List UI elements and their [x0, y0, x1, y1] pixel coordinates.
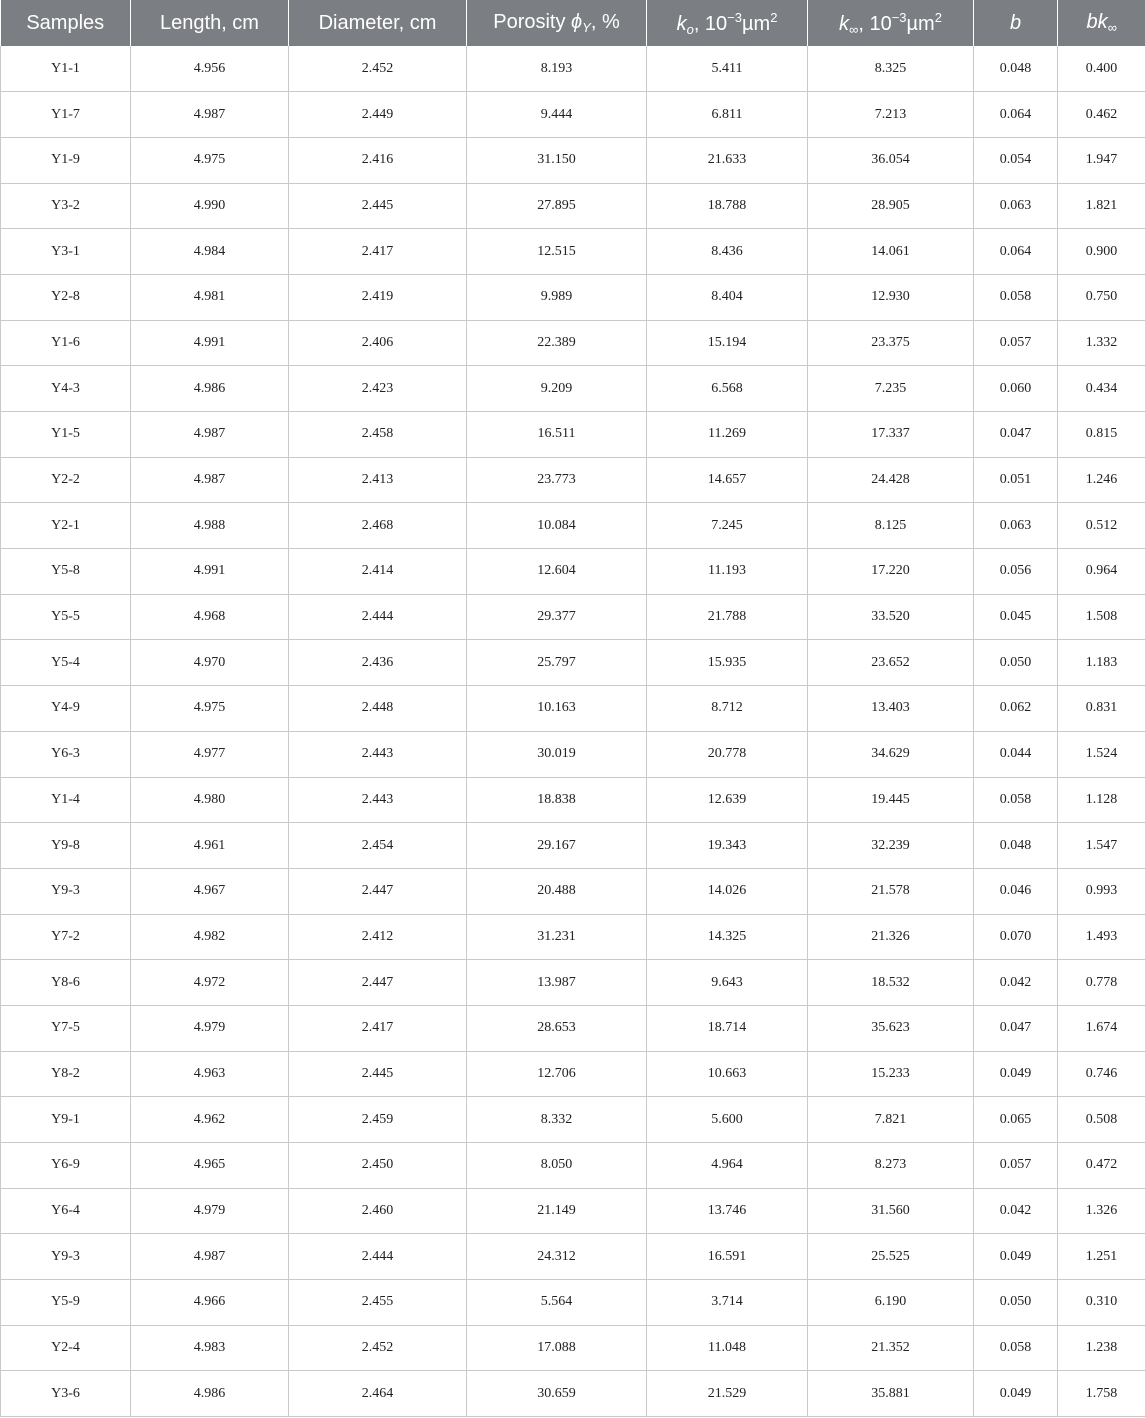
cell-porosity: 16.511 — [467, 412, 647, 458]
cell-b: 0.049 — [974, 1234, 1058, 1280]
cell-sample: Y5-9 — [1, 1280, 131, 1326]
cell-length: 4.991 — [131, 320, 289, 366]
cell-sample: Y8-6 — [1, 960, 131, 1006]
cell-sample: Y1-6 — [1, 320, 131, 366]
cell-sample: Y1-7 — [1, 92, 131, 138]
col-header-kinf: $k_\infty$, $10^{-3}\mu m^2$ — [808, 0, 974, 46]
cell-ko: 21.633 — [647, 137, 808, 183]
cell-sample: Y2-1 — [1, 503, 131, 549]
cell-b: 0.047 — [974, 1005, 1058, 1051]
cell-ko: 9.643 — [647, 960, 808, 1006]
cell-sample: Y1-4 — [1, 777, 131, 823]
cell-porosity: 24.312 — [467, 1234, 647, 1280]
cell-b: 0.054 — [974, 137, 1058, 183]
table-row — [1, 229, 1145, 275]
cell-diameter: 2.417 — [289, 229, 467, 275]
cell-porosity: 9.444 — [467, 92, 647, 138]
col-header-diameter: Diameter, cm — [289, 0, 467, 46]
cell-diameter: 2.445 — [289, 183, 467, 229]
table-row — [1, 46, 1145, 92]
cell-diameter: 2.448 — [289, 686, 467, 732]
col-header-porosity: Porosity $\phi_Y$, % — [467, 0, 647, 46]
cell-sample: Y3-2 — [1, 183, 131, 229]
cell-bkinf: 1.246 — [1058, 457, 1145, 503]
cell-sample: Y3-1 — [1, 229, 131, 275]
cell-diameter: 2.447 — [289, 960, 467, 1006]
cell-kinf: 32.239 — [808, 823, 974, 869]
cell-diameter: 2.455 — [289, 1280, 467, 1326]
cell-length: 4.962 — [131, 1097, 289, 1143]
table-row — [1, 1371, 1145, 1417]
cell-porosity: 29.167 — [467, 823, 647, 869]
cell-bkinf: 0.508 — [1058, 1097, 1145, 1143]
table-row — [1, 1097, 1145, 1143]
cell-sample: Y1-9 — [1, 137, 131, 183]
cell-bkinf: 0.750 — [1058, 274, 1145, 320]
cell-kinf: 18.532 — [808, 960, 974, 1006]
table-row — [1, 1325, 1145, 1371]
cell-bkinf: 0.472 — [1058, 1143, 1145, 1189]
cell-ko: 19.343 — [647, 823, 808, 869]
cell-bkinf: 1.947 — [1058, 137, 1145, 183]
cell-bkinf: 1.128 — [1058, 777, 1145, 823]
cell-b: 0.057 — [974, 1143, 1058, 1189]
cell-kinf: 35.623 — [808, 1005, 974, 1051]
cell-sample: Y1-1 — [1, 46, 131, 92]
cell-b: 0.049 — [974, 1371, 1058, 1417]
cell-ko: 16.591 — [647, 1234, 808, 1280]
cell-kinf: 34.629 — [808, 731, 974, 777]
cell-length: 4.981 — [131, 274, 289, 320]
table-row — [1, 274, 1145, 320]
cell-porosity: 9.209 — [467, 366, 647, 412]
cell-kinf: 8.125 — [808, 503, 974, 549]
cell-sample: Y7-5 — [1, 1005, 131, 1051]
cell-porosity: 8.050 — [467, 1143, 647, 1189]
cell-porosity: 8.193 — [467, 46, 647, 92]
cell-b: 0.051 — [974, 457, 1058, 503]
cell-kinf: 17.337 — [808, 412, 974, 458]
cell-porosity: 23.773 — [467, 457, 647, 503]
cell-diameter: 2.468 — [289, 503, 467, 549]
cell-porosity: 31.231 — [467, 914, 647, 960]
cell-sample: Y6-9 — [1, 1143, 131, 1189]
cell-b: 0.048 — [974, 46, 1058, 92]
cell-sample: Y5-4 — [1, 640, 131, 686]
cell-b: 0.042 — [974, 1188, 1058, 1234]
cell-porosity: 8.332 — [467, 1097, 647, 1143]
cell-bkinf: 1.493 — [1058, 914, 1145, 960]
table-row — [1, 777, 1145, 823]
cell-porosity: 9.989 — [467, 274, 647, 320]
cell-ko: 8.436 — [647, 229, 808, 275]
cell-kinf: 23.375 — [808, 320, 974, 366]
cell-ko: 18.788 — [647, 183, 808, 229]
cell-porosity: 12.604 — [467, 549, 647, 595]
table-row — [1, 412, 1145, 458]
cell-b: 0.046 — [974, 868, 1058, 914]
cell-length: 4.979 — [131, 1188, 289, 1234]
cell-porosity: 10.084 — [467, 503, 647, 549]
table-row — [1, 731, 1145, 777]
cell-b: 0.070 — [974, 914, 1058, 960]
cell-kinf: 28.905 — [808, 183, 974, 229]
cell-kinf: 8.273 — [808, 1143, 974, 1189]
cell-ko: 15.194 — [647, 320, 808, 366]
col-header-ko: $k_o$, $10^{-3}\mu m^2$ — [647, 0, 808, 46]
cell-bkinf: 1.183 — [1058, 640, 1145, 686]
cell-bkinf: 0.434 — [1058, 366, 1145, 412]
cell-length: 4.987 — [131, 412, 289, 458]
cell-b: 0.064 — [974, 92, 1058, 138]
cell-kinf: 35.881 — [808, 1371, 974, 1417]
cell-diameter: 2.443 — [289, 731, 467, 777]
cell-porosity: 29.377 — [467, 594, 647, 640]
cell-kinf: 7.235 — [808, 366, 974, 412]
cell-kinf: 6.190 — [808, 1280, 974, 1326]
cell-bkinf: 1.326 — [1058, 1188, 1145, 1234]
cell-ko: 3.714 — [647, 1280, 808, 1326]
cell-ko: 12.639 — [647, 777, 808, 823]
header-row — [1, 0, 1145, 46]
cell-ko: 18.714 — [647, 1005, 808, 1051]
cell-bkinf: 1.508 — [1058, 594, 1145, 640]
cell-porosity: 17.088 — [467, 1325, 647, 1371]
cell-b: 0.064 — [974, 229, 1058, 275]
table-row — [1, 960, 1145, 1006]
cell-bkinf: 0.746 — [1058, 1051, 1145, 1097]
cell-sample: Y2-8 — [1, 274, 131, 320]
cell-diameter: 2.443 — [289, 777, 467, 823]
table-row — [1, 640, 1145, 686]
cell-porosity: 12.706 — [467, 1051, 647, 1097]
cell-b: 0.058 — [974, 777, 1058, 823]
cell-sample: Y9-1 — [1, 1097, 131, 1143]
cell-b: 0.060 — [974, 366, 1058, 412]
cell-kinf: 21.326 — [808, 914, 974, 960]
cell-b: 0.063 — [974, 503, 1058, 549]
cell-porosity: 21.149 — [467, 1188, 647, 1234]
cell-b: 0.048 — [974, 823, 1058, 869]
cell-porosity: 10.163 — [467, 686, 647, 732]
cell-ko: 13.746 — [647, 1188, 808, 1234]
cell-ko: 4.964 — [647, 1143, 808, 1189]
cell-kinf: 17.220 — [808, 549, 974, 595]
cell-length: 4.987 — [131, 1234, 289, 1280]
cell-sample: Y2-4 — [1, 1325, 131, 1371]
cell-porosity: 22.389 — [467, 320, 647, 366]
cell-kinf: 15.233 — [808, 1051, 974, 1097]
cell-sample: Y9-3 — [1, 868, 131, 914]
cell-b: 0.057 — [974, 320, 1058, 366]
cell-kinf: 21.578 — [808, 868, 974, 914]
cell-ko: 21.788 — [647, 594, 808, 640]
cell-bkinf: 0.831 — [1058, 686, 1145, 732]
cell-length: 4.983 — [131, 1325, 289, 1371]
cell-bkinf: 1.674 — [1058, 1005, 1145, 1051]
cell-diameter: 2.458 — [289, 412, 467, 458]
cell-ko: 8.404 — [647, 274, 808, 320]
cell-b: 0.058 — [974, 1325, 1058, 1371]
cell-sample: Y5-8 — [1, 549, 131, 595]
cell-ko: 5.600 — [647, 1097, 808, 1143]
cell-length: 4.975 — [131, 137, 289, 183]
cell-ko: 11.193 — [647, 549, 808, 595]
cell-diameter: 2.414 — [289, 549, 467, 595]
cell-diameter: 2.459 — [289, 1097, 467, 1143]
cell-bkinf: 0.900 — [1058, 229, 1145, 275]
cell-length: 4.963 — [131, 1051, 289, 1097]
cell-diameter: 2.445 — [289, 1051, 467, 1097]
cell-ko: 14.026 — [647, 868, 808, 914]
cell-kinf: 8.325 — [808, 46, 974, 92]
cell-sample: Y7-2 — [1, 914, 131, 960]
table-row — [1, 92, 1145, 138]
cell-porosity: 27.895 — [467, 183, 647, 229]
cell-diameter: 2.450 — [289, 1143, 467, 1189]
cell-b: 0.047 — [974, 412, 1058, 458]
cell-sample: Y8-2 — [1, 1051, 131, 1097]
cell-ko: 11.269 — [647, 412, 808, 458]
cell-b: 0.065 — [974, 1097, 1058, 1143]
cell-sample: Y6-4 — [1, 1188, 131, 1234]
cell-bkinf: 0.462 — [1058, 92, 1145, 138]
cell-kinf: 19.445 — [808, 777, 974, 823]
cell-sample: Y2-2 — [1, 457, 131, 503]
table-row — [1, 137, 1145, 183]
cell-length: 4.977 — [131, 731, 289, 777]
table-row — [1, 457, 1145, 503]
cell-ko: 5.411 — [647, 46, 808, 92]
cell-kinf: 13.403 — [808, 686, 974, 732]
cell-length: 4.984 — [131, 229, 289, 275]
cell-ko: 14.657 — [647, 457, 808, 503]
cell-length: 4.987 — [131, 92, 289, 138]
cell-diameter: 2.423 — [289, 366, 467, 412]
cell-b: 0.050 — [974, 1280, 1058, 1326]
cell-length: 4.972 — [131, 960, 289, 1006]
cell-porosity: 31.150 — [467, 137, 647, 183]
cell-diameter: 2.449 — [289, 92, 467, 138]
cell-diameter: 2.444 — [289, 594, 467, 640]
cell-b: 0.056 — [974, 549, 1058, 595]
cell-length: 4.967 — [131, 868, 289, 914]
cell-porosity: 30.659 — [467, 1371, 647, 1417]
cell-diameter: 2.416 — [289, 137, 467, 183]
cell-diameter: 2.417 — [289, 1005, 467, 1051]
cell-b: 0.045 — [974, 594, 1058, 640]
cell-bkinf: 0.964 — [1058, 549, 1145, 595]
cell-ko: 15.935 — [647, 640, 808, 686]
table-row — [1, 1234, 1145, 1280]
cell-diameter: 2.464 — [289, 1371, 467, 1417]
table-row — [1, 868, 1145, 914]
table-row — [1, 1005, 1145, 1051]
table-row — [1, 183, 1145, 229]
cell-kinf: 31.560 — [808, 1188, 974, 1234]
cell-b: 0.063 — [974, 183, 1058, 229]
cell-kinf: 36.054 — [808, 137, 974, 183]
cell-sample: Y9-3 — [1, 1234, 131, 1280]
cell-sample: Y5-5 — [1, 594, 131, 640]
table-row — [1, 686, 1145, 732]
cell-bkinf: 1.821 — [1058, 183, 1145, 229]
cell-kinf: 12.930 — [808, 274, 974, 320]
cell-diameter: 2.452 — [289, 46, 467, 92]
table-row — [1, 503, 1145, 549]
cell-length: 4.987 — [131, 457, 289, 503]
table-row — [1, 1143, 1145, 1189]
col-header-bkinf: $bk_\infty$ — [1058, 0, 1145, 46]
cell-bkinf: 1.524 — [1058, 731, 1145, 777]
cell-bkinf: 0.310 — [1058, 1280, 1145, 1326]
cell-length: 4.986 — [131, 1371, 289, 1417]
table-row — [1, 366, 1145, 412]
cell-b: 0.062 — [974, 686, 1058, 732]
cell-kinf: 23.652 — [808, 640, 974, 686]
cell-length: 4.979 — [131, 1005, 289, 1051]
table-row — [1, 594, 1145, 640]
cell-kinf: 33.520 — [808, 594, 974, 640]
cell-porosity: 18.838 — [467, 777, 647, 823]
cell-ko: 11.048 — [647, 1325, 808, 1371]
cell-length: 4.986 — [131, 366, 289, 412]
cell-ko: 10.663 — [647, 1051, 808, 1097]
cell-kinf: 7.821 — [808, 1097, 974, 1143]
cell-diameter: 2.406 — [289, 320, 467, 366]
table-header — [1, 0, 1145, 46]
cell-diameter: 2.454 — [289, 823, 467, 869]
cell-diameter: 2.460 — [289, 1188, 467, 1234]
cell-porosity: 20.488 — [467, 868, 647, 914]
cell-porosity: 12.515 — [467, 229, 647, 275]
cell-ko: 6.811 — [647, 92, 808, 138]
cell-length: 4.975 — [131, 686, 289, 732]
cell-bkinf: 0.778 — [1058, 960, 1145, 1006]
cell-kinf: 14.061 — [808, 229, 974, 275]
cell-bkinf: 1.332 — [1058, 320, 1145, 366]
cell-kinf: 24.428 — [808, 457, 974, 503]
cell-b: 0.044 — [974, 731, 1058, 777]
table-row — [1, 549, 1145, 595]
cell-length: 4.965 — [131, 1143, 289, 1189]
cell-bkinf: 1.238 — [1058, 1325, 1145, 1371]
cell-length: 4.980 — [131, 777, 289, 823]
cell-diameter: 2.413 — [289, 457, 467, 503]
cell-b: 0.058 — [974, 274, 1058, 320]
cell-kinf: 21.352 — [808, 1325, 974, 1371]
cell-b: 0.042 — [974, 960, 1058, 1006]
cell-length: 4.961 — [131, 823, 289, 869]
col-header-length: Length, cm — [131, 0, 289, 46]
cell-bkinf: 0.993 — [1058, 868, 1145, 914]
cell-sample: Y4-9 — [1, 686, 131, 732]
cell-bkinf: 1.758 — [1058, 1371, 1145, 1417]
table-row — [1, 1280, 1145, 1326]
cell-length: 4.966 — [131, 1280, 289, 1326]
table-row — [1, 320, 1145, 366]
cell-porosity: 30.019 — [467, 731, 647, 777]
col-header-samples: Samples — [26, 11, 105, 34]
cell-length: 4.991 — [131, 549, 289, 595]
cell-bkinf: 0.400 — [1058, 46, 1145, 92]
cell-length: 4.990 — [131, 183, 289, 229]
cell-bkinf: 1.251 — [1058, 1234, 1145, 1280]
cell-length: 4.956 — [131, 46, 289, 92]
cell-ko: 20.778 — [647, 731, 808, 777]
cell-ko: 21.529 — [647, 1371, 808, 1417]
cell-sample: Y3-6 — [1, 1371, 131, 1417]
cell-diameter: 2.444 — [289, 1234, 467, 1280]
cell-sample: Y9-8 — [1, 823, 131, 869]
table-row — [1, 914, 1145, 960]
cell-b: 0.049 — [974, 1051, 1058, 1097]
cell-sample: Y1-5 — [1, 412, 131, 458]
cell-porosity: 25.797 — [467, 640, 647, 686]
cell-diameter: 2.412 — [289, 914, 467, 960]
cell-bkinf: 1.547 — [1058, 823, 1145, 869]
cell-diameter: 2.452 — [289, 1325, 467, 1371]
cell-ko: 7.245 — [647, 503, 808, 549]
cell-b: 0.050 — [974, 640, 1058, 686]
table-row — [1, 823, 1145, 869]
cell-length: 4.970 — [131, 640, 289, 686]
table-row — [1, 1051, 1145, 1097]
cell-bkinf: 0.815 — [1058, 412, 1145, 458]
cell-length: 4.988 — [131, 503, 289, 549]
cell-porosity: 28.653 — [467, 1005, 647, 1051]
cell-ko: 6.568 — [647, 366, 808, 412]
cell-diameter: 2.419 — [289, 274, 467, 320]
cell-length: 4.968 — [131, 594, 289, 640]
cell-length: 4.982 — [131, 914, 289, 960]
col-header-b: b — [974, 0, 1058, 46]
cell-ko: 14.325 — [647, 914, 808, 960]
table-row — [1, 1188, 1145, 1234]
cell-bkinf: 0.512 — [1058, 503, 1145, 549]
cell-porosity: 5.564 — [467, 1280, 647, 1326]
cell-diameter: 2.447 — [289, 868, 467, 914]
cell-ko: 8.712 — [647, 686, 808, 732]
cell-sample: Y6-3 — [1, 731, 131, 777]
table-body — [1, 46, 1145, 1417]
cell-kinf: 25.525 — [808, 1234, 974, 1280]
cell-diameter: 2.436 — [289, 640, 467, 686]
cell-kinf: 7.213 — [808, 92, 974, 138]
cell-porosity: 13.987 — [467, 960, 647, 1006]
cell-sample: Y4-3 — [1, 366, 131, 412]
